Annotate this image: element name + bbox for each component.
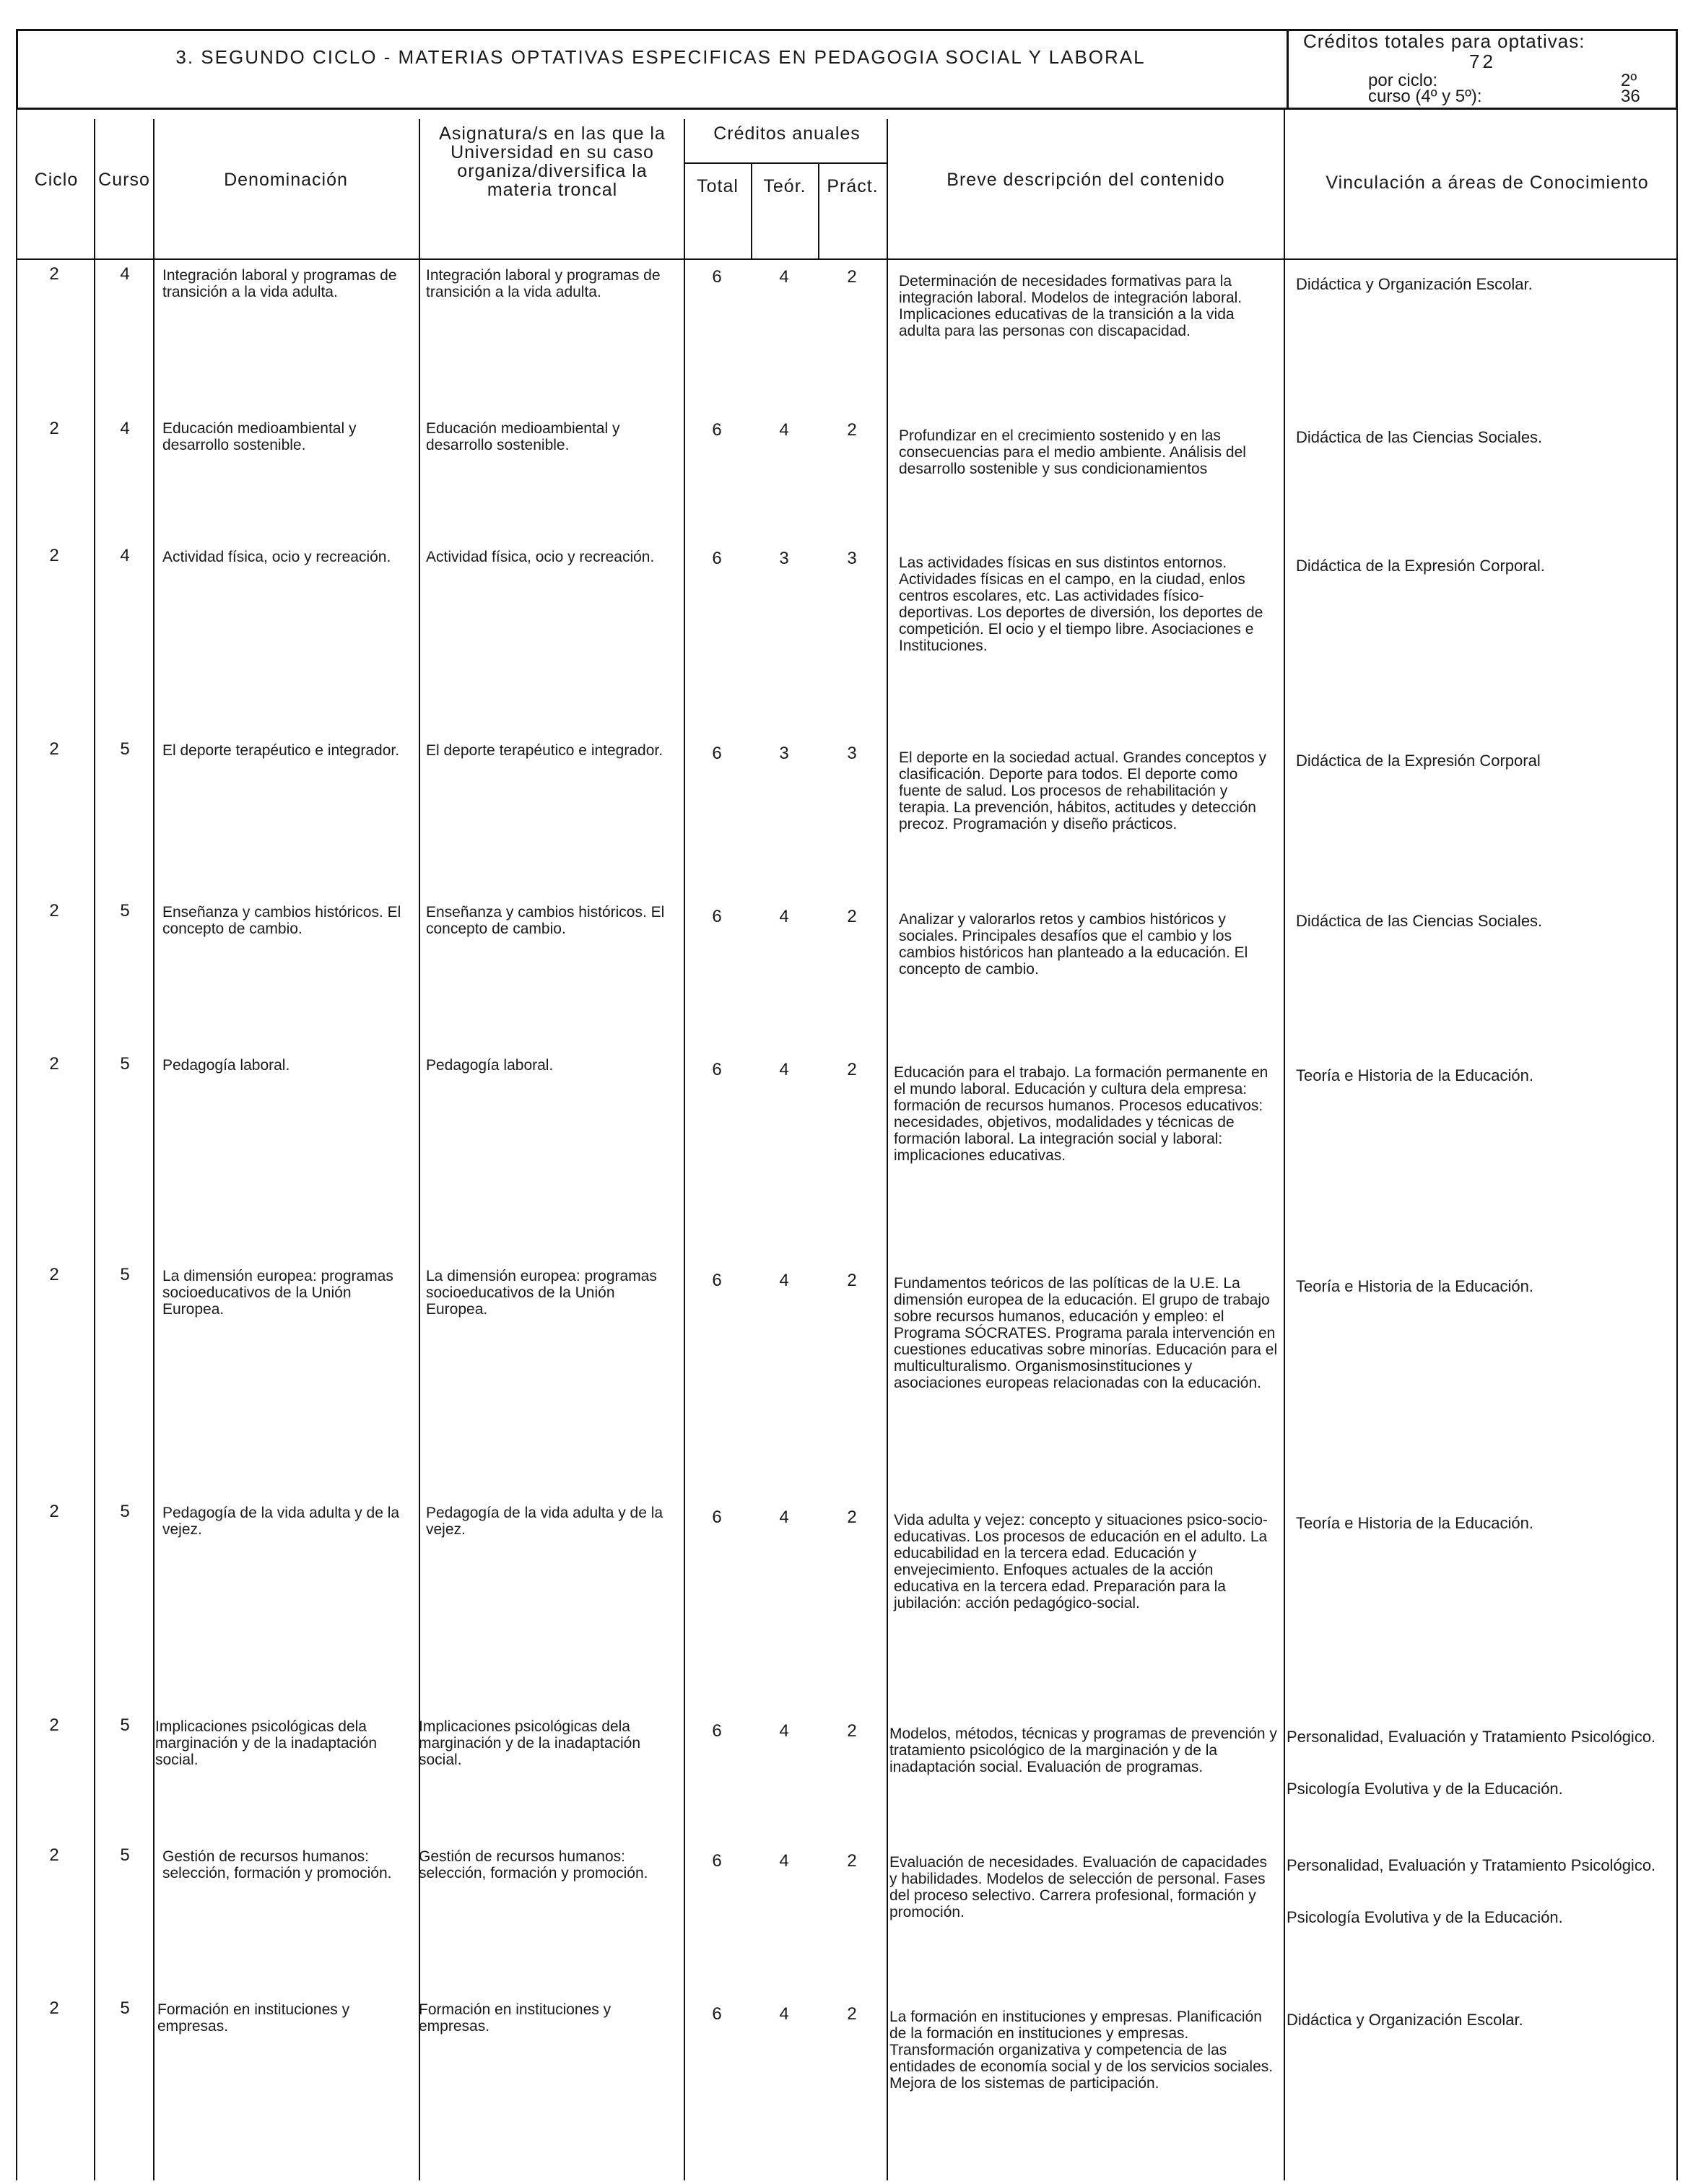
cell-asignatura: Pedagogía laboral. [426, 1057, 554, 1074]
cell-total: 6 [712, 907, 722, 926]
cell-total: 6 [712, 2004, 722, 2024]
cell-teor: 4 [779, 1721, 789, 1741]
cell-asignatura: Integración laboral y programas de transición a la vida adulta. [426, 267, 661, 300]
credits-total: 72 [1469, 51, 1496, 72]
header-total: Total [697, 176, 739, 196]
cell-total: 6 [712, 549, 722, 568]
grid-line [1284, 108, 1285, 2180]
cell-asignatura: Implicaciones psicológicas dela marginación y de la inadaptación social. [419, 1718, 641, 1768]
cell-area: Personalidad, Evaluación y Tratamiento Psicológico. [1287, 1728, 1656, 1746]
cell-area: Didáctica y Organización Escolar. [1296, 275, 1533, 293]
cell-ciclo: 2 [49, 901, 59, 921]
cell-denominacion: Actividad física, ocio y recreación. [162, 549, 391, 565]
cell-teor: 4 [779, 420, 789, 440]
cell-ciclo: 2 [49, 739, 59, 759]
cell-descripcion: Las actividades físicas en sus distintos entornos. Actividades físicas en el campo, en la ciudad, enlos centros escolares, etc. Las actividades físico-deportivas. Los deportes de diversión, los deportes de competición. El ocio y el tiempo libre. Asociaciones e Instituciones. [899, 554, 1263, 654]
cell-area-secondary: Psicología Evolutiva y de la Educación. [1287, 1780, 1563, 1798]
cell-denominacion: Formación en instituciones y empresas. [157, 2001, 350, 2035]
cell-teor: 4 [779, 1271, 789, 1290]
cell-asignatura: Enseñanza y cambios históricos. El concepto de cambio. [426, 904, 665, 937]
cell-total: 6 [712, 1851, 722, 1871]
cell-denominacion: Educación medioambiental y desarrollo sostenible. [162, 420, 357, 453]
grid-line [684, 119, 685, 2180]
cell-pract: 2 [847, 907, 857, 926]
cell-pract: 2 [847, 1508, 857, 1527]
cell-asignatura: Formación en instituciones y empresas. [419, 2001, 612, 2035]
cell-asignatura: La dimensión europea: programas socioeducativos de la Unión Europea. [426, 1268, 657, 1318]
cell-area: Didáctica de las Ciencias Sociales. [1296, 912, 1543, 930]
cell-denominacion: Enseñanza y cambios históricos. El concepto de cambio. [162, 904, 401, 937]
header-ciclo: Ciclo [34, 170, 79, 190]
cell-teor: 3 [779, 744, 789, 763]
cell-denominacion: El deporte terapéutico e integrador. [162, 742, 400, 759]
cell-descripcion: Evaluación de necesidades. Evaluación de capacidades y habilidades. Modelos de selección de personal. Fases del proceso selectivo. Carrera profesional, formación y promoción. [889, 1854, 1268, 1920]
cell-total: 6 [712, 420, 722, 440]
credits-summary [1287, 29, 1678, 110]
cell-descripcion: El deporte en la sociedad actual. Grandes conceptos y clasificación. Deporte para todos. El deporte como fuente de salud. Los procesos de rehabilitación y terapia. La prevención, hábitos, actitudes y detección precoz. Programación y diseño prácticos. [899, 749, 1266, 832]
cell-denominacion: Gestión de recursos humanos: selección, formación y promoción. [162, 1848, 392, 1881]
cell-area: Teoría e Historia de la Educación. [1296, 1514, 1533, 1532]
cell-denominacion: Integración laboral y programas de transición a la vida adulta. [162, 267, 397, 300]
cell-descripcion: Analizar y valorarlos retos y cambios históricos y sociales. Principales desafíos que el cambio y los cambios históricos han planteado a la educación. El concepto de cambio. [899, 911, 1248, 978]
cell-curso: 5 [120, 1715, 130, 1735]
grid-line [751, 162, 752, 260]
header-teor: Teór. [763, 176, 806, 196]
grid-line [153, 119, 154, 2180]
cell-pract: 2 [847, 1060, 857, 1079]
cell-denominacion: Pedagogía de la vida adulta y de la vejez. [162, 1505, 400, 1538]
header-creditos: Créditos anuales [713, 123, 861, 144]
cell-asignatura: Actividad física, ocio y recreación. [426, 549, 655, 565]
header-curso: Curso [98, 170, 150, 190]
cell-ciclo: 2 [49, 1845, 59, 1865]
cell-ciclo: 2 [49, 546, 59, 565]
cell-pract: 2 [847, 1721, 857, 1741]
cell-curso: 5 [120, 739, 130, 759]
cell-curso: 5 [120, 1054, 130, 1074]
header-denominacion: Denominación [224, 170, 348, 190]
grid-line [94, 119, 95, 2180]
cell-total: 6 [712, 1060, 722, 1079]
credits-por-ciclo-value: 2º [1621, 71, 1637, 90]
cell-curso: 4 [120, 546, 130, 565]
cell-asignatura: Pedagogía de la vida adulta y de la vejez. [426, 1505, 663, 1538]
page-title: 3. SEGUNDO CICLO - MATERIAS OPTATIVAS ESPECIFICAS EN PEDAGOGIA SOCIAL Y LABORAL [175, 46, 1146, 68]
cell-curso: 4 [120, 419, 130, 438]
cell-area: Teoría e Historia de la Educación. [1296, 1066, 1533, 1084]
cell-total: 6 [712, 1508, 722, 1527]
cell-teor: 4 [779, 1060, 789, 1079]
cell-ciclo: 2 [49, 419, 59, 438]
credits-curso-value: 36 [1621, 87, 1640, 106]
credits-label: Créditos totales para optativas: [1303, 30, 1585, 52]
cell-total: 6 [712, 744, 722, 763]
cell-area: Personalidad, Evaluación y Tratamiento Psicológico. [1287, 1856, 1656, 1874]
cell-teor: 4 [779, 907, 789, 926]
cell-teor: 3 [779, 549, 789, 568]
cell-pract: 2 [847, 1271, 857, 1290]
credits-curso-label: curso (4º y 5º): [1368, 87, 1482, 106]
cell-curso: 5 [120, 1265, 130, 1284]
cell-teor: 4 [779, 267, 789, 287]
cell-pract: 2 [847, 2004, 857, 2024]
cell-teor: 4 [779, 1508, 789, 1527]
cell-ciclo: 2 [49, 1054, 59, 1074]
cell-teor: 4 [779, 2004, 789, 2024]
cell-total: 6 [712, 267, 722, 287]
grid-line [16, 258, 1678, 260]
header-pract: Práct. [827, 176, 879, 196]
cell-denominacion: Pedagogía laboral. [162, 1057, 290, 1074]
grid-line [684, 162, 887, 164]
grid-line [1676, 108, 1678, 2180]
cell-ciclo: 2 [49, 1265, 59, 1284]
header-asignatura: Asignatura/s en las que la Universidad en su caso organiza/diversifica la materia troncal [439, 123, 666, 200]
cell-area: Didáctica de la Expresión Corporal. [1296, 557, 1545, 575]
cell-denominacion: Implicaciones psicológicas dela marginación y de la inadaptación social. [155, 1718, 378, 1768]
cell-ciclo: 2 [49, 264, 59, 284]
cell-descripcion: Profundizar en el crecimiento sostenido y en las consecuencias para el medio ambiente. Análisis del desarrollo sostenible y sus condicionamientos [899, 427, 1246, 477]
cell-asignatura: El deporte terapéutico e integrador. [426, 742, 663, 759]
cell-total: 6 [712, 1271, 722, 1290]
cell-area: Didáctica de la Expresión Corporal [1296, 752, 1541, 770]
cell-pract: 3 [847, 744, 857, 763]
header-vinculacion: Vinculación a áreas de Conocimiento [1326, 173, 1649, 193]
cell-pract: 2 [847, 267, 857, 287]
grid-line [16, 108, 17, 2180]
cell-curso: 5 [120, 1502, 130, 1521]
cell-pract: 3 [847, 549, 857, 568]
grid-line [887, 119, 888, 2180]
cell-descripcion: Modelos, métodos, técnicas y programas de prevención y tratamiento psicológico de la marginación y de la inadaptación social. Evaluación de programas. [889, 1726, 1277, 1775]
cell-area: Teoría e Historia de la Educación. [1296, 1277, 1533, 1295]
cell-descripcion: Educación para el trabajo. La formación permanente en el mundo laboral. Educación y cultura dela empresa: formación de recursos humanos. Procesos educativos: necesidades, objetivos, modalidades y técnicas de formación laboral. La integración social y laboral: implicaciones educativas. [894, 1064, 1268, 1164]
cell-ciclo: 2 [49, 1715, 59, 1735]
cell-denominacion: La dimensión europea: programas socioeducativos de la Unión Europea. [162, 1268, 393, 1318]
cell-asignatura: Gestión de recursos humanos: selección, formación y promoción. [419, 1848, 648, 1881]
cell-descripcion: Determinación de necesidades formativas para la integración laboral. Modelos de integración laboral. Implicaciones educativas de la transición a la vida adulta para las personas con discapacidad. [899, 273, 1242, 339]
cell-pract: 2 [847, 1851, 857, 1871]
cell-descripcion: Fundamentos teóricos de las políticas de la U.E. La dimensión europea de la educación. El grupo de trabajo sobre recursos humanos, educación y empleo: el Programa SÓCRATES. Programa parala intervención en cuestiones educativas sobre minorías. Educación para el multiculturalismo. Organismosinstituciones y asociaciones europeas relacionadas con la educación. [894, 1275, 1278, 1391]
cell-area: Didáctica de las Ciencias Sociales. [1296, 428, 1543, 446]
cell-area: Didáctica y Organización Escolar. [1287, 2011, 1523, 2029]
cell-pract: 2 [847, 420, 857, 440]
cell-curso: 4 [120, 264, 130, 284]
cell-curso: 5 [120, 1998, 130, 2018]
grid-line [818, 162, 819, 260]
cell-ciclo: 2 [49, 1502, 59, 1521]
cell-curso: 5 [120, 1845, 130, 1865]
cell-descripcion: Vida adulta y vejez: concepto y situaciones psico-socio-educativas. Los procesos de educación en el adulto. La educabilidad en la tercera edad. Educación y envejecimiento. Enfoques actuales de la acción educativa en la tercera edad. Preparación para la jubilación: acción pedagógico-social. [894, 1512, 1268, 1611]
cell-curso: 5 [120, 901, 130, 921]
credits-por-ciclo-label: por ciclo: [1368, 71, 1438, 90]
cell-asignatura: Educación medioambiental y desarrollo sostenible. [426, 420, 620, 453]
cell-total: 6 [712, 1721, 722, 1741]
cell-ciclo: 2 [49, 1998, 59, 2018]
header-descripcion: Breve descripción del contenido [946, 170, 1225, 190]
cell-descripcion: La formación en instituciones y empresas. Planificación de la formación en instituciones y empresas. Transformación organizativa y competencia de las entidades de economía social y de los servicios sociales. Mejora de los sistemas de participación. [889, 2009, 1274, 2092]
cell-teor: 4 [779, 1851, 789, 1871]
cell-area-secondary: Psicología Evolutiva y de la Educación. [1287, 1908, 1563, 1926]
